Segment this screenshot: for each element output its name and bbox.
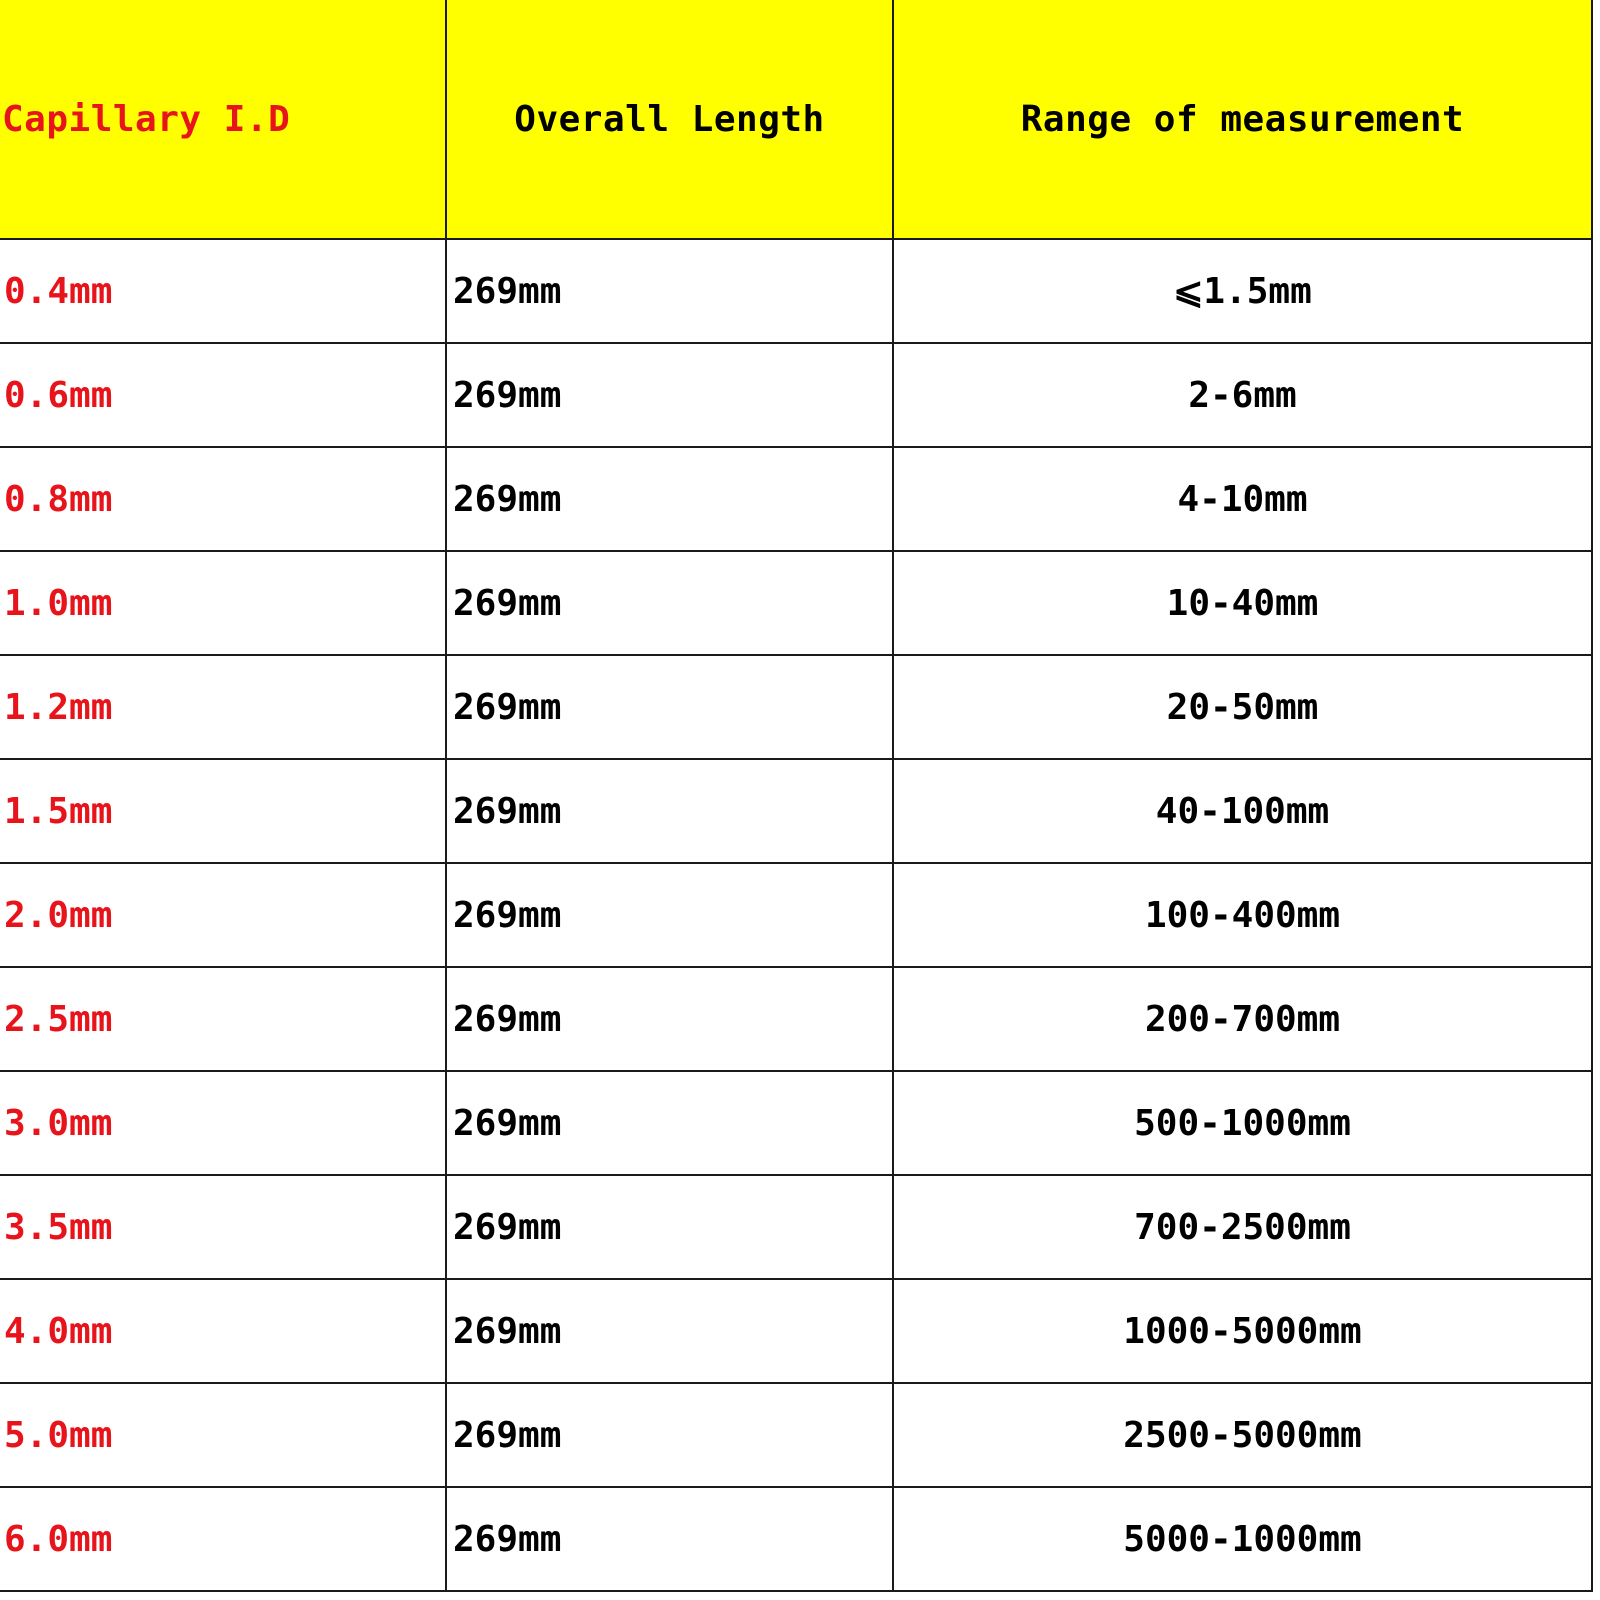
table-row [0,551,1592,655]
capillary-id-cell: 0.6mm [0,343,446,447]
table-header-row [0,0,1592,239]
capillary-id-cell: 1.5mm [0,759,446,863]
measurement-range-cell: ⩽1.5mm [893,239,1592,343]
measurement-range-cell: 100-400mm [893,863,1592,967]
table-row [0,655,1592,759]
capillary-id-cell: 6.0mm [0,1487,446,1591]
measurement-range-cell: 4-10mm [893,447,1592,551]
header-overall-length: Overall Length [446,0,893,239]
capillary-id-cell: 2.0mm [0,863,446,967]
capillary-id-cell: 5.0mm [0,1383,446,1487]
table-row [0,863,1592,967]
measurement-range-cell: 10-40mm [893,551,1592,655]
capillary-id-cell: 4.0mm [0,1279,446,1383]
measurement-range-cell: 2-6mm [893,343,1592,447]
overall-length-cell: 269mm [446,1175,893,1279]
overall-length-cell: 269mm [446,1383,893,1487]
overall-length-cell: 269mm [446,655,893,759]
measurement-range-cell: 40-100mm [893,759,1592,863]
overall-length-cell: 269mm [446,759,893,863]
capillary-id-cell: 2.5mm [0,967,446,1071]
overall-length-cell: 269mm [446,863,893,967]
overall-length-cell: 269mm [446,447,893,551]
capillary-id-cell: 3.0mm [0,1071,446,1175]
capillary-id-cell: 0.4mm [0,239,446,343]
table-row [0,1279,1592,1383]
table-row [0,343,1592,447]
table-row [0,1487,1592,1591]
overall-length-cell: 269mm [446,551,893,655]
overall-length-cell: 269mm [446,967,893,1071]
table-row [0,239,1592,343]
measurement-range-cell: 5000-1000mm [893,1487,1592,1591]
measurement-range-cell: 200-700mm [893,967,1592,1071]
table-row [0,447,1592,551]
overall-length-cell: 269mm [446,1071,893,1175]
measurement-range-cell: 500-1000mm [893,1071,1592,1175]
table-row [0,1175,1592,1279]
overall-length-cell: 269mm [446,1279,893,1383]
measurement-range-cell: 2500-5000mm [893,1383,1592,1487]
table-body [0,239,1592,1591]
header-capillary-id: Capillary I.D [0,0,446,239]
capillary-id-cell: 1.0mm [0,551,446,655]
table-row [0,1071,1592,1175]
measurement-range-cell: 20-50mm [893,655,1592,759]
table-row [0,1383,1592,1487]
table-row [0,759,1592,863]
overall-length-cell: 269mm [446,343,893,447]
capillary-id-cell: 3.5mm [0,1175,446,1279]
capillary-id-cell: 0.8mm [0,447,446,551]
header-range-of-measurement: Range of measurement [893,0,1592,239]
capillary-id-cell: 1.2mm [0,655,446,759]
measurement-range-cell: 1000-5000mm [893,1279,1592,1383]
measurement-range-cell: 700-2500mm [893,1175,1592,1279]
overall-length-cell: 269mm [446,1487,893,1591]
overall-length-cell: 269mm [446,239,893,343]
table-row [0,967,1592,1071]
